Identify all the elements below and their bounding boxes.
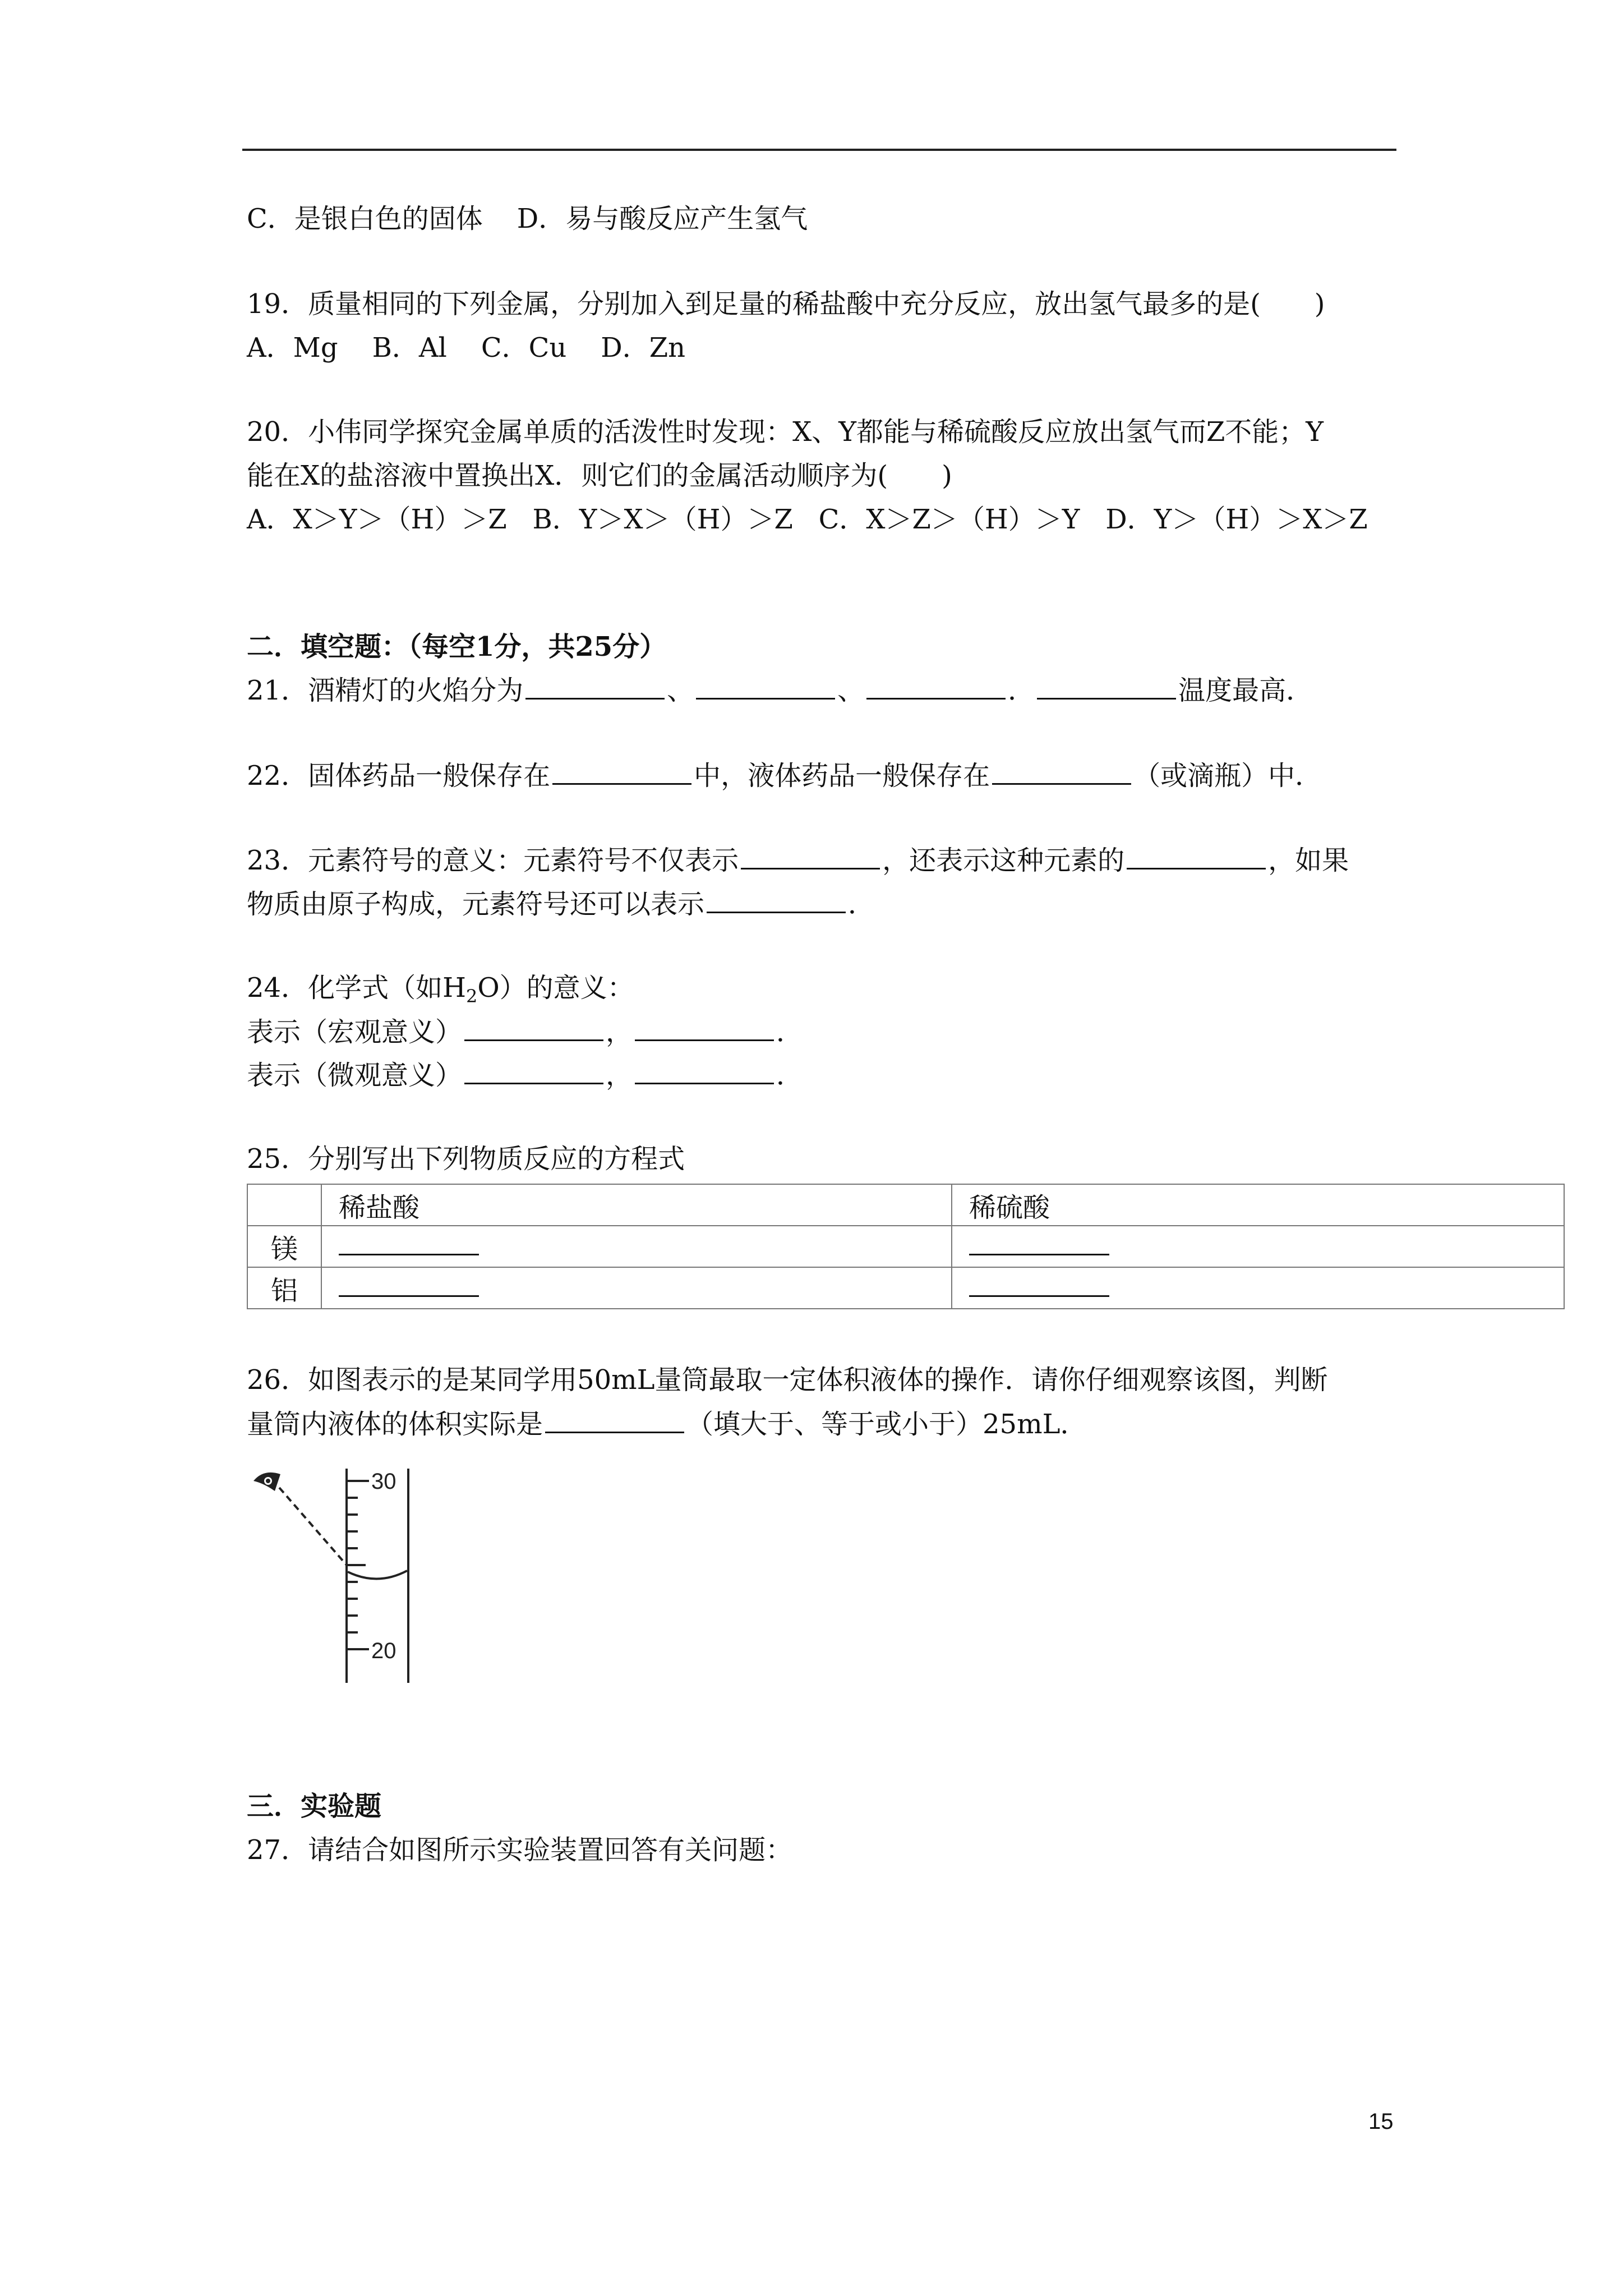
row-label: 铝 bbox=[247, 1267, 321, 1309]
q23-blank-3[interactable] bbox=[707, 887, 846, 913]
q20-text-line1: 20．小伟同学探究金属单质的活泼性时发现：X、Y都能与稀硫酸反应放出氢气而Z不能；Y bbox=[247, 416, 1324, 448]
table-header-row bbox=[247, 1184, 1564, 1226]
q22-blank-2[interactable] bbox=[992, 758, 1131, 785]
q25-text: 25．分别写出下列物质反应的方程式 bbox=[247, 1143, 685, 1175]
q24-micro-blank-1[interactable] bbox=[464, 1058, 603, 1084]
q24-text-b: O）的意义： bbox=[477, 972, 634, 1004]
q21-blank-4[interactable] bbox=[1037, 673, 1176, 700]
q23-line1 bbox=[247, 843, 1349, 877]
q19-text: 19．质量相同的下列金属，分别加入到足量的稀盐酸中充分反应，放出氢气最多的是( ) bbox=[247, 288, 1325, 320]
q26-text-line2 bbox=[247, 1407, 1087, 1441]
label-30: 30 bbox=[371, 1469, 396, 1494]
table-row bbox=[247, 1267, 1564, 1309]
table-header-cell: 稀硫酸 bbox=[952, 1184, 1564, 1226]
q26-text-a: 量筒内液体的体积实际是 bbox=[247, 1409, 543, 1440]
q24-macro-blank-1[interactable] bbox=[464, 1015, 603, 1041]
q21-text: 21．酒精灯的火焰分为 bbox=[247, 675, 524, 706]
answer-blank[interactable] bbox=[339, 1273, 479, 1297]
period: ． bbox=[776, 1016, 804, 1048]
q24-macro-blank-2[interactable] bbox=[635, 1015, 774, 1041]
table-header-cell: 稀盐酸 bbox=[321, 1184, 952, 1226]
page-number: 15 bbox=[1368, 2109, 1394, 2134]
sight-line bbox=[279, 1488, 347, 1565]
q23-text-e: ． bbox=[848, 889, 875, 920]
q20-options: A．X＞Y＞（H）＞Z B．Y＞X＞（H）＞Z C．X＞Z＞（H）＞Y D．Y＞（H）＞X＞Z bbox=[247, 504, 1368, 535]
section-2-heading: 二．填空题：（每空1分，共25分） bbox=[247, 631, 667, 662]
q21 bbox=[247, 673, 1313, 707]
q24-text-a: 24．化学式（如H bbox=[247, 972, 466, 1004]
answer-cell[interactable] bbox=[321, 1226, 952, 1267]
q22-text-a: 22．固体药品一般保存在 bbox=[247, 760, 551, 792]
q26-text-line1: 26．如图表示的是某同学用50mL量筒最取一定体积液体的操作．请你仔细观察该图，判断 bbox=[247, 1364, 1328, 1396]
q21-sep-2: 、 bbox=[837, 675, 865, 706]
q24-micro bbox=[247, 1058, 803, 1092]
q23-line2 bbox=[247, 887, 875, 921]
answer-blank[interactable] bbox=[969, 1273, 1109, 1297]
table-header-cell bbox=[247, 1184, 321, 1226]
q21-end: 温度最高． bbox=[1178, 675, 1313, 706]
q19-options: A．Mg B．Al C．Cu D．Zn bbox=[247, 332, 686, 364]
q23-blank-2[interactable] bbox=[1127, 843, 1266, 869]
q21-sep-1: 、 bbox=[667, 675, 694, 706]
section-3-heading: 三．实验题 bbox=[247, 1791, 382, 1822]
period: ． bbox=[776, 1060, 804, 1091]
answer-cell[interactable] bbox=[952, 1226, 1564, 1267]
q21-blank-1[interactable] bbox=[525, 673, 665, 700]
answer-blank[interactable] bbox=[339, 1231, 479, 1255]
label-20: 20 bbox=[371, 1639, 396, 1663]
header-rule bbox=[242, 149, 1396, 151]
q22 bbox=[247, 758, 1322, 793]
q23-text-c: ，如果 bbox=[1268, 845, 1349, 876]
q22-text-c: （或滴瓶）中． bbox=[1133, 760, 1322, 792]
q24-subscript: 2 bbox=[465, 986, 478, 1007]
answer-cell[interactable] bbox=[952, 1267, 1564, 1309]
q22-text-b: 中，液体药品一般保存在 bbox=[694, 760, 990, 792]
q23-text-a: 23．元素符号的意义：元素符号不仅表示 bbox=[247, 845, 739, 876]
q23-text-d: 物质由原子构成，元素符号还可以表示 bbox=[247, 889, 705, 920]
q26-text-b: （填大于、等于或小于）25mL． bbox=[686, 1409, 1087, 1440]
comma: ， bbox=[606, 1016, 633, 1048]
meniscus bbox=[348, 1571, 407, 1579]
q26-blank[interactable] bbox=[545, 1407, 684, 1433]
q24-macro-label: 表示（宏观意义） bbox=[247, 1016, 463, 1048]
equation-table bbox=[247, 1184, 1565, 1309]
q27-text: 27．请结合如图所示实验装置回答有关问题： bbox=[247, 1834, 793, 1866]
q21-blank-2[interactable] bbox=[696, 673, 835, 700]
q24-micro-label: 表示（微观意义） bbox=[247, 1060, 463, 1091]
q21-blank-3[interactable] bbox=[866, 673, 1006, 700]
q24-macro bbox=[247, 1015, 803, 1049]
q24-micro-blank-2[interactable] bbox=[635, 1058, 774, 1084]
answer-blank[interactable] bbox=[969, 1231, 1109, 1255]
q21-sep-3: ． bbox=[1008, 675, 1035, 706]
q23-text-b: ，还表示这种元素的 bbox=[882, 845, 1125, 876]
q23-blank-1[interactable] bbox=[741, 843, 880, 869]
q24-title bbox=[247, 971, 634, 1013]
row-label: 镁 bbox=[247, 1226, 321, 1267]
answer-cell[interactable] bbox=[321, 1267, 952, 1309]
table-row bbox=[247, 1226, 1564, 1267]
q22-blank-1[interactable] bbox=[552, 758, 691, 785]
comma: ， bbox=[606, 1060, 633, 1091]
q20-text-line2: 能在X的盐溶液中置换出X．则它们的金属活动顺序为( ) bbox=[247, 460, 952, 491]
eye-icon bbox=[253, 1473, 280, 1491]
q18-options-cd: C．是银白色的固体 D．易与酸反应产生氢气 bbox=[247, 203, 808, 234]
graduated-cylinder-figure bbox=[247, 1464, 432, 1688]
